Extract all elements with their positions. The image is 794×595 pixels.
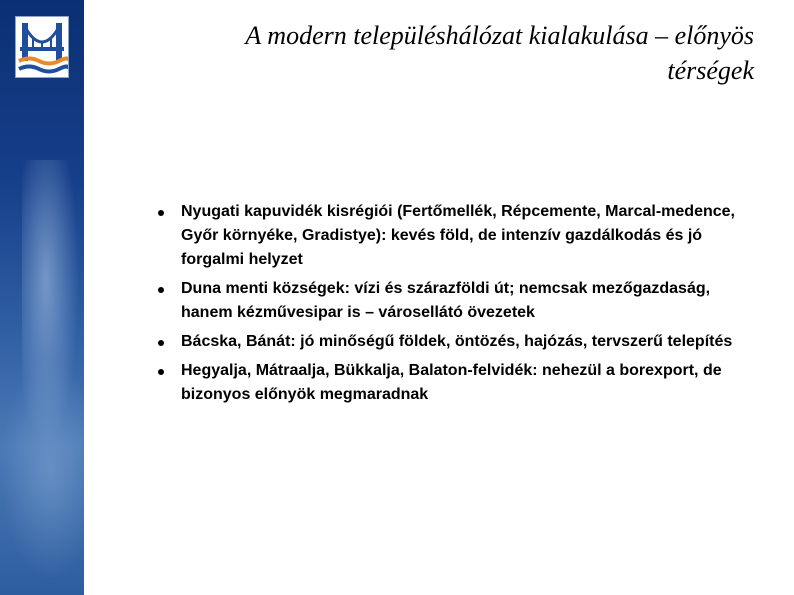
bullet-item xyxy=(158,277,738,325)
bullet-list xyxy=(158,200,738,407)
bullet-dot-icon xyxy=(158,287,164,293)
bullet-text: Hegyalja, Mátraalja, Bükkalja, Balaton-felvidék: nehezül a borexport, de bizonyos előnyök megmaradnak xyxy=(181,362,722,403)
slide-title xyxy=(150,18,754,88)
slide-title-line-1: A modern településhálózat kialakulása – előnyös xyxy=(245,21,754,50)
bullet-text: Bácska, Bánát: jó minőségű földek, öntözés, hajózás, tervszerű telepítés xyxy=(181,333,733,350)
bullet-dot-icon xyxy=(158,340,164,346)
bridge-logo-icon xyxy=(15,16,69,78)
bullet-text: Duna menti községek: vízi és szárazföldi út; nemcsak mezőgazdaság, hanem kézművesipar is – városellátó övezetek xyxy=(181,280,711,321)
sidebar-decoration xyxy=(0,0,84,595)
slide-title-line-2: térségek xyxy=(667,56,754,85)
bullet-item xyxy=(158,330,738,354)
bullet-dot-icon xyxy=(158,369,164,375)
bullet-dot-icon xyxy=(158,210,164,216)
bullet-item xyxy=(158,359,738,407)
bullet-text: Nyugati kapuvidék kisrégiói (Fertőmellék, Répcemente, Marcal-medence, Győr környéke, Gradistye): kevés föld, de intenzív gazdálkodás és jó forgalmi helyzet xyxy=(181,203,735,268)
sidebar-texture-lower xyxy=(0,360,84,580)
bullet-item xyxy=(158,200,738,272)
